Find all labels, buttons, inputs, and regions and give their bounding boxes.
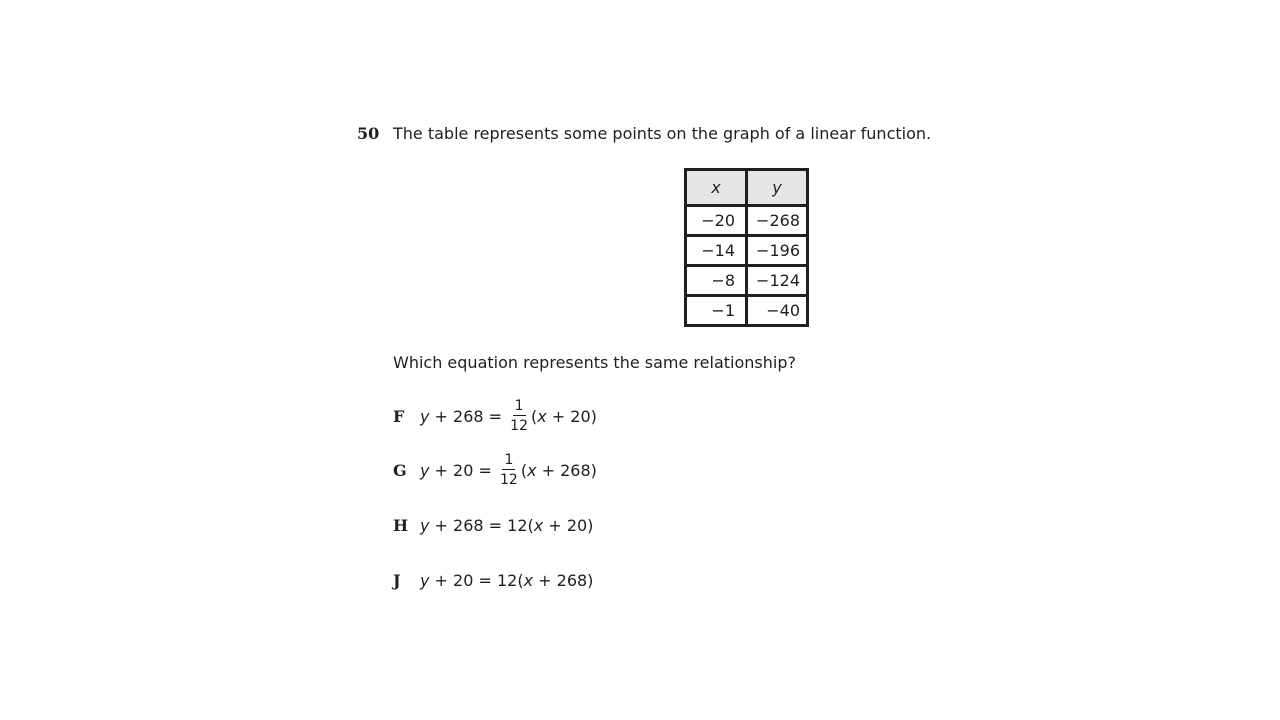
table-header-x: x bbox=[686, 170, 747, 206]
choice-equation bbox=[420, 453, 597, 487]
equation-text: + 268 = bbox=[429, 406, 508, 426]
table-cell-y: −40 bbox=[747, 296, 808, 326]
table-cell-y: −268 bbox=[747, 206, 808, 236]
table-cell-x: −1 bbox=[686, 296, 747, 326]
equation-text: + 268 = 12( bbox=[429, 515, 534, 535]
table-row bbox=[686, 266, 808, 296]
equation-variable: y bbox=[420, 570, 430, 590]
fraction-denominator: 12 bbox=[499, 472, 518, 488]
table-cell-x: −8 bbox=[686, 266, 747, 296]
table-row bbox=[686, 236, 808, 266]
question-stem: The table represents some points on the graph of a linear function. bbox=[393, 124, 932, 143]
fraction-numerator: 1 bbox=[504, 452, 514, 468]
equation-variable: y bbox=[420, 515, 430, 535]
fraction bbox=[508, 399, 530, 433]
equation-variable: x bbox=[533, 515, 544, 535]
choice-j[interactable] bbox=[393, 560, 593, 600]
equation-variable: y bbox=[420, 406, 430, 426]
equation-text: + 268) bbox=[536, 460, 597, 480]
question-prompt: Which equation represents the same relationship? bbox=[393, 353, 796, 372]
equation-variable: x bbox=[537, 406, 547, 426]
table-cell-x: −14 bbox=[686, 236, 747, 266]
choice-letter: H bbox=[393, 515, 409, 535]
choice-letter: G bbox=[393, 460, 407, 480]
table-cell-y: −124 bbox=[747, 266, 808, 296]
table-cell-x: −20 bbox=[686, 206, 747, 236]
equation-text: + 20 = 12( bbox=[429, 570, 524, 590]
choice-h[interactable] bbox=[393, 505, 593, 545]
fraction-denominator: 12 bbox=[510, 418, 528, 434]
equation-text: ( bbox=[531, 406, 538, 426]
equation-variable: x bbox=[523, 570, 534, 590]
choice-equation bbox=[420, 399, 597, 433]
equation-text: + 268) bbox=[533, 570, 594, 590]
table-row bbox=[686, 296, 808, 326]
equation-text: + 20) bbox=[546, 406, 597, 426]
table-cell-y: −196 bbox=[747, 236, 808, 266]
choice-equation bbox=[420, 571, 593, 590]
table-row bbox=[686, 206, 808, 236]
equation-variable: x bbox=[527, 460, 537, 480]
equation-text: ( bbox=[520, 460, 528, 480]
choice-letter: J bbox=[393, 570, 401, 590]
table-header-y: y bbox=[747, 170, 808, 206]
fraction-numerator: 1 bbox=[514, 398, 524, 414]
choice-equation bbox=[420, 516, 593, 535]
choice-f[interactable] bbox=[393, 396, 597, 436]
table-header-row bbox=[686, 170, 808, 206]
equation-variable: y bbox=[420, 460, 430, 480]
choice-g[interactable] bbox=[393, 450, 597, 490]
choice-letter: F bbox=[393, 406, 405, 426]
equation-text: + 20) bbox=[543, 515, 594, 535]
question-number: 50 bbox=[357, 124, 380, 143]
equation-text: + 20 = bbox=[429, 460, 497, 480]
points-table bbox=[684, 168, 809, 327]
fraction bbox=[498, 453, 520, 487]
